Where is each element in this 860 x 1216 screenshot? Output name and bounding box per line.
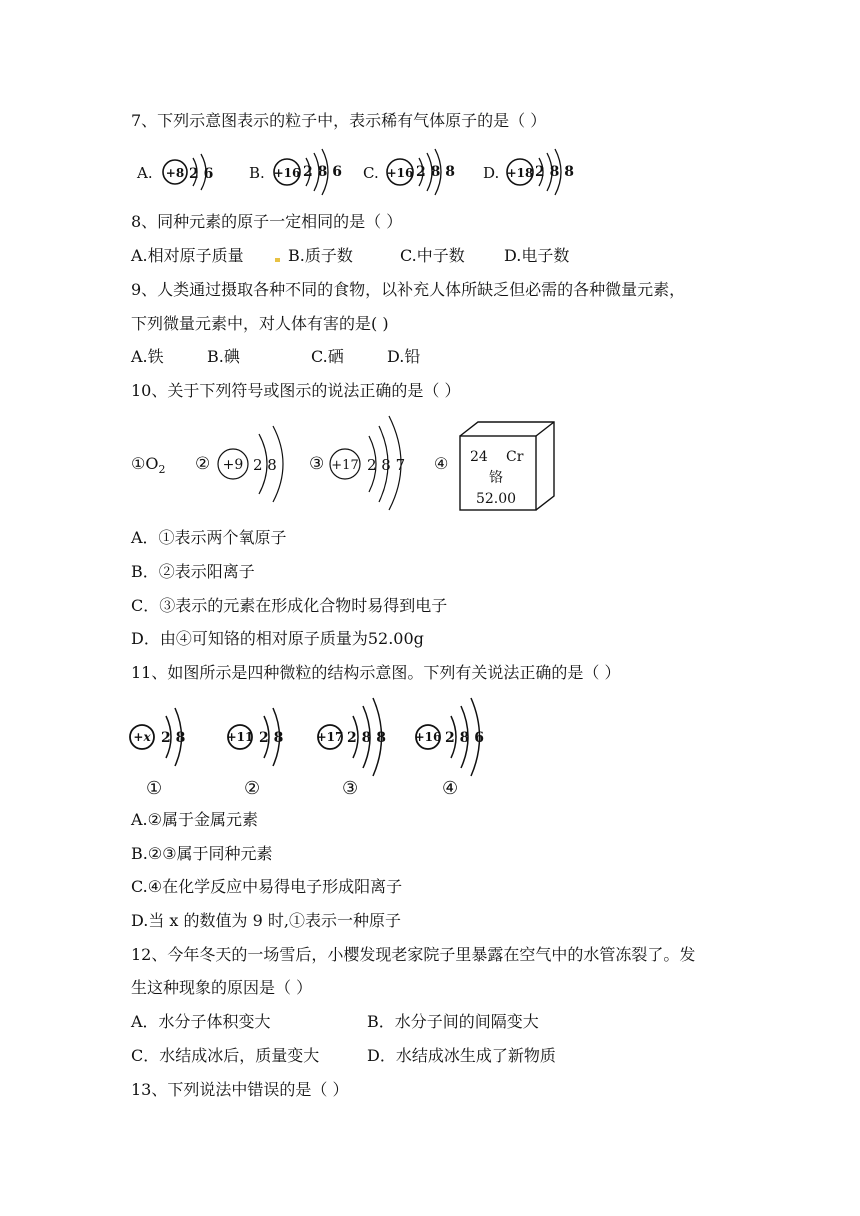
q10-item3-mark: ③ — [309, 454, 325, 474]
q11-option-a: A.②属于金属元素 — [131, 810, 258, 829]
q7-figure — [131, 145, 611, 197]
q7-option-d-shells: 2 8 8 — [535, 164, 574, 180]
q12-stem-line2: 生这种现象的原因是（ ） — [131, 978, 313, 997]
q9-stem-line2: 下列微量元素中，对人体有害的是( ) — [131, 314, 389, 333]
q7-option-a-label: A. — [137, 164, 153, 182]
q11-item2-mark: ② — [244, 778, 261, 799]
q11-option-c: C.④在化学反应中易得电子形成阳离子 — [131, 877, 403, 896]
q11-item2-nucleus: +11 — [226, 730, 254, 744]
q9-option-d: D.铅 — [387, 347, 421, 366]
q10-figure-item2 — [195, 420, 305, 508]
q7-option-b-shells: 2 8 6 — [303, 164, 342, 180]
cell-atomic-number: 24 — [470, 449, 488, 465]
q8-stem: 8、同种元素的原子一定相同的是（ ） — [131, 212, 403, 231]
q10-option-d: D．由④可知铬的相对原子质量为52.00g — [131, 629, 424, 648]
q8-option-d: D.电子数 — [504, 246, 570, 265]
q12-option-b: B．水分子间的间隔变大 — [367, 1012, 539, 1031]
q8-option-b: B.质子数 — [288, 246, 353, 265]
q11-item3-mark: ③ — [342, 778, 359, 799]
q11-figure — [128, 694, 508, 804]
q11-item2-shells: 2 8 — [259, 730, 284, 746]
q11-item1-nucleus: +x — [133, 730, 151, 744]
q10-item3-shells: 2 8 7 — [367, 456, 406, 474]
cell-element-name: 铬 — [489, 470, 503, 486]
q7-option-c-label: C. — [363, 164, 379, 182]
q10-item2-nucleus: +9 — [222, 457, 244, 473]
q11-item1-mark: ① — [146, 778, 163, 799]
q10-item3-nucleus: +17 — [331, 458, 359, 473]
q9-option-b: B.碘 — [207, 347, 240, 366]
q11-option-d: D.当 x 的数值为 9 时,①表示一种原子 — [131, 911, 401, 930]
q7-option-d-nucleus: +18 — [506, 166, 534, 180]
cell-atomic-mass: 52.00 — [475, 491, 517, 507]
q8-option-c: C.中子数 — [400, 246, 465, 265]
highlight-mark — [275, 258, 280, 262]
q7-option-a-shells: 2 6 — [189, 166, 214, 182]
q10-option-c: C．③表示的元素在形成化合物时易得到电子 — [131, 596, 448, 615]
q9-option-a: A.铁 — [131, 347, 164, 366]
q12-option-a: A．水分子体积变大 — [131, 1012, 271, 1031]
q10-option-a: A．①表示两个氧原子 — [131, 528, 287, 547]
q7-option-a-nucleus: +8 — [165, 166, 185, 180]
q7-option-b-label: B. — [249, 164, 265, 182]
q10-item2-shells: 2 8 — [253, 456, 277, 474]
q10-item4-mark: ④ — [434, 454, 449, 473]
q11-item4-mark: ④ — [442, 778, 459, 799]
q12-option-d: D．水结成冰生成了新物质 — [367, 1046, 556, 1065]
q11-item3-nucleus: +17 — [316, 730, 344, 744]
q10-item1: $①O_2$ — [131, 454, 166, 476]
q9-option-c: C.硒 — [311, 347, 344, 366]
q10-stem: 10、关于下列符号或图示的说法正确的是（ ） — [131, 381, 461, 400]
q12-option-c: C．水结成冰后，质量变大 — [131, 1046, 320, 1065]
q9-stem-line1: 9、人类通过摄取各种不同的食物，以补充人体所缺乏但必需的各种微量元素， — [131, 280, 686, 299]
q11-item4-shells: 2 8 6 — [445, 730, 484, 746]
q7-option-c-nucleus: +16 — [386, 166, 414, 180]
cell-symbol: Cr — [506, 449, 524, 465]
q11-item1-shells: 2 8 — [161, 730, 186, 746]
q7-option-b-nucleus: +16 — [273, 166, 301, 180]
q11-item4-nucleus: +16 — [414, 730, 442, 744]
q11-item3-shells: 2 8 8 — [347, 730, 386, 746]
q10-figure-item3 — [309, 412, 429, 512]
q11-stem: 11、如图所示是四种微粒的结构示意图。下列有关说法正确的是（ ） — [131, 663, 621, 682]
q8-option-a: A.相对原子质量 — [131, 246, 244, 265]
q10-option-b: B．②表示阳离子 — [131, 562, 255, 581]
q7-option-d-label: D. — [483, 164, 500, 182]
q10-item2-mark: ② — [195, 454, 211, 474]
q13-stem: 13、下列说法中错误的是（ ） — [131, 1080, 349, 1099]
q10-element-cell — [458, 420, 558, 512]
q12-stem-line1: 12、今年冬天的一场雪后，小樱发现老家院子里暴露在空气中的水管冻裂了。发 — [131, 945, 696, 964]
q7-stem: 7、下列示意图表示的粒子中，表示稀有气体原子的是（ ） — [131, 111, 547, 130]
q11-option-b: B.②③属于同种元素 — [131, 844, 273, 863]
q7-option-c-shells: 2 8 8 — [416, 164, 455, 180]
